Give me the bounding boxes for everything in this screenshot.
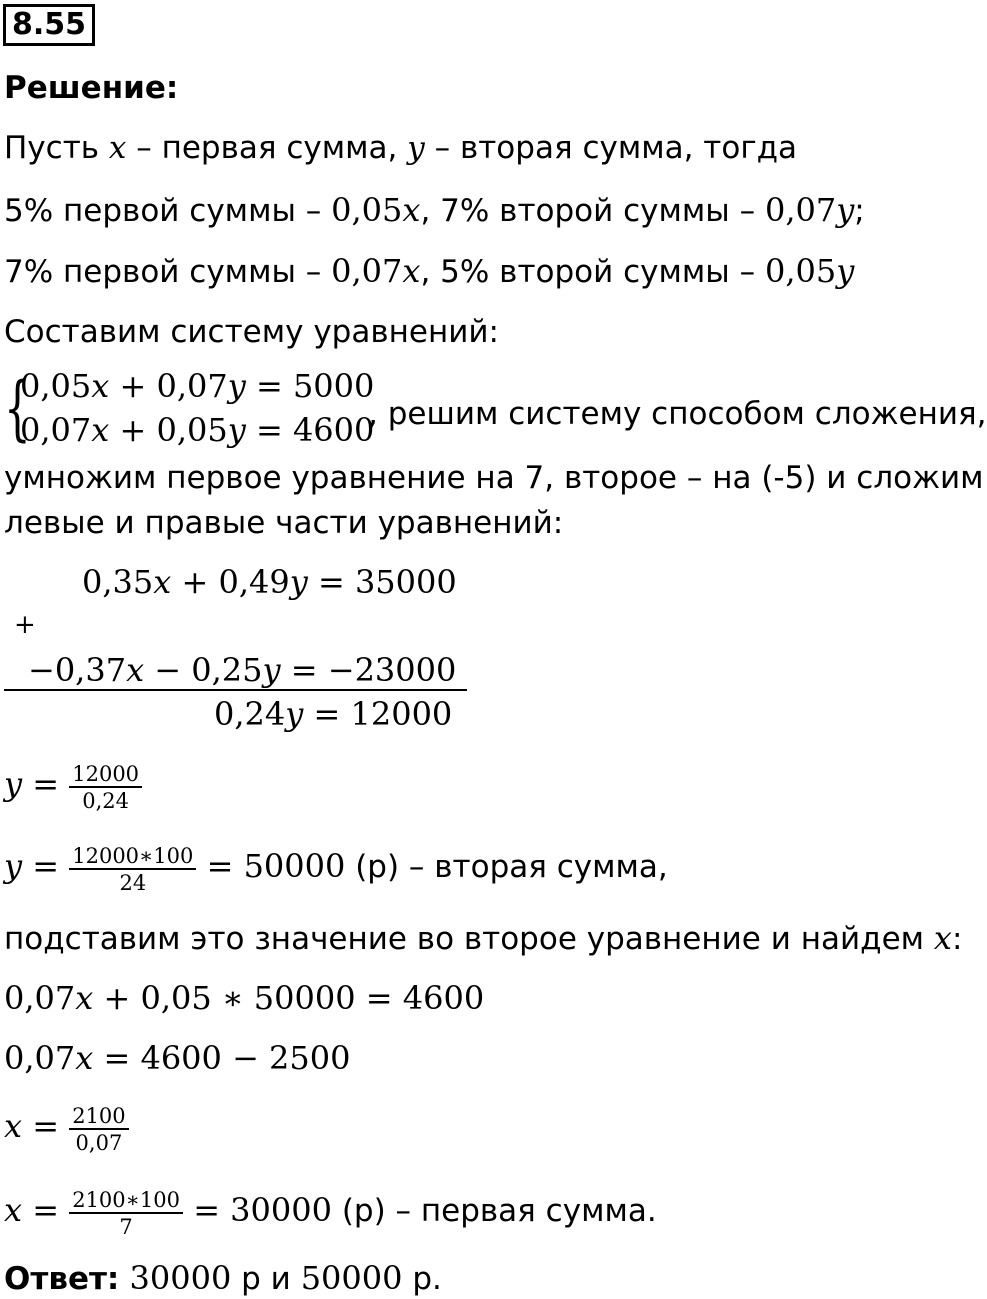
percent-line-1 [4, 190, 865, 231]
y-result-line [4, 834, 668, 899]
answer-line [4, 1258, 442, 1299]
substitute-colon: : [951, 921, 963, 957]
intro-line [4, 128, 797, 168]
coef: 0,07 [764, 191, 837, 229]
x-result-fraction [69, 1188, 183, 1240]
var-x: x [402, 252, 421, 290]
addition-row-2 [28, 650, 456, 690]
problem-number: 8.55 [3, 4, 95, 46]
y-result-text: (р) – вторая сумма, [345, 849, 668, 885]
denominator: 24 [119, 870, 147, 895]
percent-line-1-text-2: , 7% второй суммы – [420, 193, 765, 229]
var-y: y [407, 130, 425, 166]
var-y: y [4, 847, 23, 885]
var-x: x [91, 367, 110, 405]
var-y: y [262, 651, 281, 689]
var-y: y [836, 252, 855, 290]
var-x: x [91, 411, 110, 449]
x-fraction [69, 1104, 128, 1156]
term: + 0,07 [109, 367, 228, 405]
x-result-line [4, 1178, 657, 1243]
var-y: y [4, 765, 23, 803]
equation-rest: = 4600 − 2500 [93, 1039, 351, 1077]
rhs: = 35000 [307, 563, 457, 601]
y-fraction [69, 762, 142, 814]
percent-line-2-text-2: , 5% второй суммы – [420, 254, 765, 290]
solution-heading: Решение: [4, 70, 179, 106]
x-result-text: (р) – первая сумма. [331, 1193, 657, 1229]
substitution-equation-2 [4, 1038, 350, 1078]
numerator: 2100∗100 [69, 1188, 183, 1214]
var-y: y [227, 367, 246, 405]
addition-row-1 [82, 562, 457, 602]
answer-text-1: р и [231, 1261, 301, 1297]
answer-value-1: 30000 [119, 1259, 232, 1297]
percent-line-1-text-3: ; [854, 193, 865, 229]
var-x: x [153, 563, 172, 601]
var-x: x [4, 1191, 23, 1229]
intro-text-1: Пусть [4, 130, 109, 166]
rhs: = −23000 [280, 651, 457, 689]
var-y: y [836, 191, 855, 229]
var-y: y [289, 563, 308, 601]
var-x: x [75, 1039, 94, 1077]
numerator: 12000∗100 [69, 844, 196, 870]
term: + 0,05 [109, 411, 228, 449]
sum-divider [4, 689, 467, 691]
coef: 0,07 [331, 252, 403, 290]
percent-line-2-text-1: 7% первой суммы – [4, 254, 332, 290]
coef: 0,07 [4, 979, 76, 1017]
y-fraction-line [4, 752, 142, 817]
percent-line-1-text-1: 5% первой суммы – [4, 193, 332, 229]
var-x: x [75, 979, 94, 1017]
system-tail-text: , решим систему способом сложения, [368, 396, 987, 432]
coef: 0,05 [764, 252, 837, 290]
numerator: 2100 [69, 1104, 128, 1130]
equals: = [22, 1191, 70, 1229]
intro-text-3: – вторая сумма, тогда [424, 130, 798, 166]
equals: = [22, 1107, 70, 1145]
equals: = [22, 765, 70, 803]
y-result-fraction [69, 844, 196, 896]
answer-value-2: 50000 [300, 1259, 403, 1297]
denominator: 0,07 [75, 1130, 123, 1155]
numerator: 12000 [69, 762, 142, 788]
rhs: = 12000 [303, 695, 453, 733]
var-y: y [227, 411, 246, 449]
coef: 0,05 [331, 191, 403, 229]
coef: 0,07 [4, 1039, 76, 1077]
multiply-line-2: левые и правые части уравнений: [4, 505, 564, 541]
term: + 0,49 [171, 563, 290, 601]
answer-text-2: р. [402, 1261, 442, 1297]
value: = 50000 [196, 847, 346, 885]
var-x: x [402, 191, 421, 229]
var-x: x [4, 1107, 23, 1145]
system-eq-1 [20, 366, 374, 406]
plus-sign: + [14, 610, 36, 640]
coef: 0,24 [214, 695, 286, 733]
var-y: y [285, 695, 304, 733]
substitute-text: подставим это значение во второе уравнение и найдем [4, 921, 934, 957]
addition-row-3 [214, 694, 452, 734]
brace-icon: { [4, 367, 31, 449]
coef: 0,35 [82, 563, 154, 601]
intro-text-2: – первая сумма, [126, 130, 408, 166]
multiply-line-1: умножим первое уравнение на 7, второе – на (-5) и сложим [4, 460, 984, 496]
coef: −0,37 [28, 651, 127, 689]
rhs: = 4600 [245, 411, 375, 449]
x-fraction-line [4, 1094, 129, 1159]
coef: 0,05 [20, 367, 92, 405]
compose-text: Составим систему уравнений: [4, 314, 499, 350]
value: = 30000 [183, 1191, 332, 1229]
rhs: = 5000 [245, 367, 375, 405]
var-x: x [126, 651, 145, 689]
substitution-equation-1 [4, 978, 484, 1018]
var-x: x [108, 130, 127, 166]
percent-line-2 [4, 251, 854, 292]
equation-rest: + 0,05 ∗ 50000 = 4600 [93, 979, 485, 1017]
denominator: 0,24 [82, 788, 130, 813]
var-x: x [933, 919, 952, 957]
system-eq-2 [20, 410, 374, 450]
equals: = [22, 847, 70, 885]
coef: 0,07 [20, 411, 92, 449]
substitute-line [4, 918, 962, 959]
answer-label: Ответ: [4, 1261, 120, 1297]
denominator: 7 [119, 1214, 133, 1239]
term: − 0,25 [144, 651, 263, 689]
